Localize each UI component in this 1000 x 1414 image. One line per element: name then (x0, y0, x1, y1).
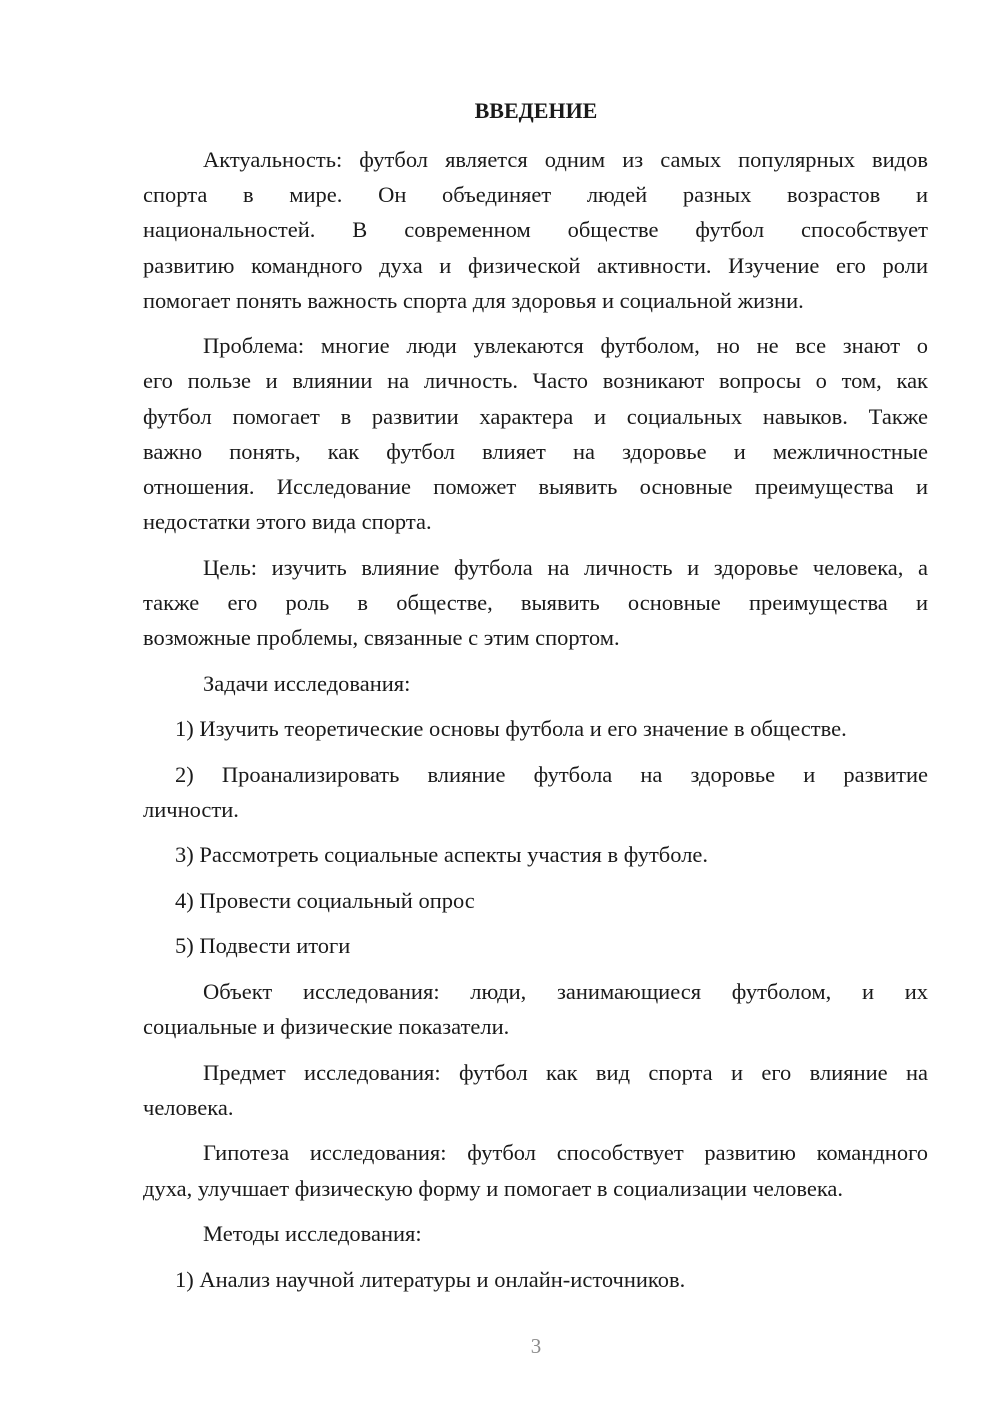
paragraph-line: помогает понять важность спорта для здоровья и социальной жизни. (143, 288, 804, 313)
section-heading: ВВЕДЕНИЕ (474, 98, 598, 123)
paragraph-line: важно понять, как футбол влияет на здоровье и межличностные (143, 439, 928, 464)
page-number: 3 (530, 1334, 542, 1358)
paragraph-line: личности. (143, 797, 239, 822)
paragraph-line: Актуальность: футбол является одним из самых популярных видов (203, 147, 928, 172)
list-item-line: 1) Изучить теоретические основы футбола и его значение в обществе. (175, 716, 847, 741)
paragraph-line: национальностей. В современном обществе футбол способствует (143, 217, 928, 242)
paragraph-line: недостатки этого вида спорта. (143, 509, 432, 534)
paragraph-line: социальные и физические показатели. (143, 1014, 510, 1039)
list-item-line: 5) Подвести итоги (175, 933, 351, 958)
paragraph-line: его пользе и влиянии на личность. Часто возникают вопросы о том, как (143, 368, 928, 393)
paragraph-line: отношения. Исследование поможет выявить основные преимущества и (143, 474, 928, 499)
paragraph-line: возможные проблемы, связанные с этим спортом. (143, 625, 620, 650)
list-item-line: 3) Рассмотреть социальные аспекты участия в футболе. (175, 842, 709, 867)
paragraph-line: также его роль в обществе, выявить основные преимущества и (143, 590, 928, 615)
paragraph-line: Гипотеза исследования: футбол способствует развитию командного (203, 1140, 928, 1165)
list-item-line: 4) Провести социальный опрос (175, 888, 475, 913)
list-item-line: 1) Анализ научной литературы и онлайн-источников. (175, 1267, 686, 1292)
paragraph-line: спорта в мире. Он объединяет людей разных возрастов и (143, 182, 928, 207)
paragraph-line: Цель: изучить влияние футбола на личность и здоровье человека, а (203, 555, 928, 580)
paragraph-line: Задачи исследования: (203, 671, 411, 696)
paragraph-line: Объект исследования: люди, занимающиеся футболом, и их (203, 979, 928, 1004)
paragraph-line: человека. (143, 1095, 234, 1120)
paragraph-line: духа, улучшает физическую форму и помогает в социализации человека. (143, 1176, 844, 1201)
paragraph-line: развитию командного духа и физической активности. Изучение его роли (143, 253, 928, 278)
paragraph-line: Методы исследования: (203, 1221, 422, 1246)
paragraph-line: футбол помогает в развитии характера и социальных навыков. Также (143, 404, 928, 429)
list-item-line: 2) Проанализировать влияние футбола на здоровье и развитие (175, 762, 928, 787)
paragraph-line: Проблема: многие люди увлекаются футболом, но не все знают о (203, 333, 928, 358)
paragraph-line: Предмет исследования: футбол как вид спорта и его влияние на (203, 1060, 928, 1085)
